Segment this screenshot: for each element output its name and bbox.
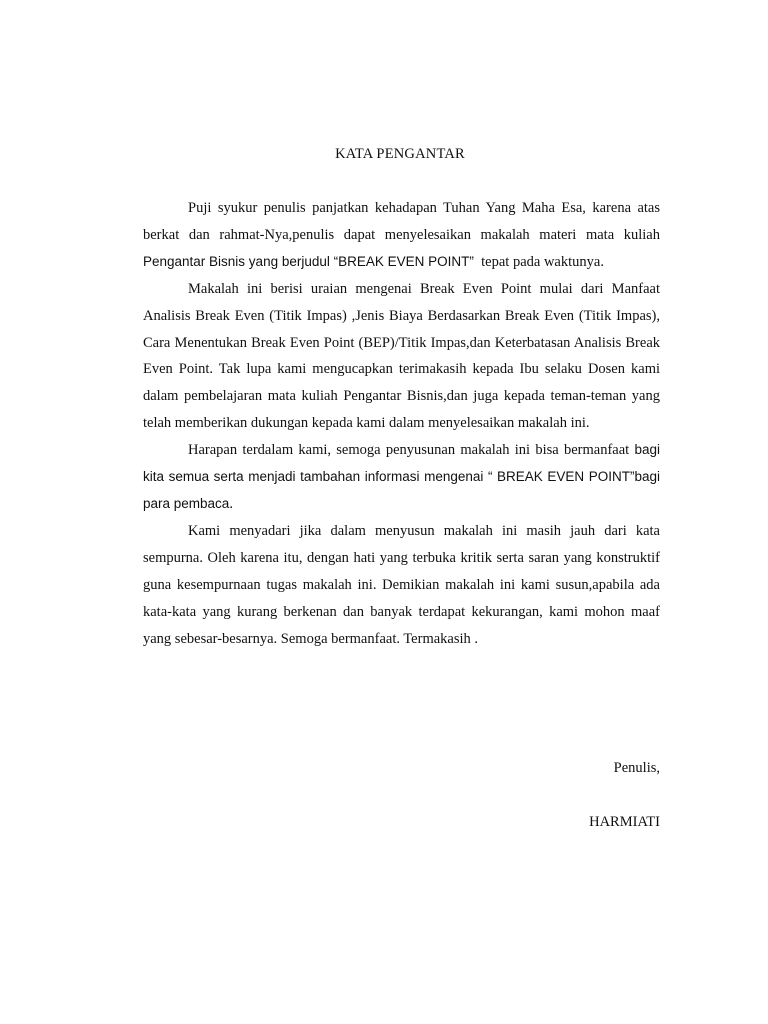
paragraph-1-segment: Puji syukur penulis panjatkan kehadapan Tuhan Yang Maha Esa, karena atas berkat dan rahmat-Nya,penulis dapat menyelesaikan makalah materi mata kuliah — [143, 200, 660, 243]
paragraph-3-segment: bagi kita semua serta menjadi tambahan informasi mengenai “ BREAK EVEN POINT”bagi para pembaca — [143, 442, 660, 511]
paragraph-1-segment: tepat pada waktunya. — [473, 253, 604, 270]
paragraph-2 — [143, 276, 660, 437]
paragraph-3-segment: . — [229, 495, 233, 512]
page-title: KATA PENGANTAR — [335, 146, 465, 162]
paragraph-4 — [143, 518, 660, 653]
paragraph-1 — [143, 195, 660, 276]
paragraph-1-segment: Pengantar Bisnis yang berjudul “BREAK EVEN POINT” — [143, 253, 474, 269]
paragraph-4-segment: Kami menyadari jika dalam menyusun makalah ini masih jauh dari kata sempurna. Oleh karena itu, dengan hati yang terbuka kritik serta saran yang konstruktif guna kesempurnaan tugas makalah ini. Demikian makalah ini kami susun,apabila ada kata-kata yang kurang berkenan dan banyak terdapat kekurangan, kami mohon maaf yang sebesar-besarnya. Semoga bermanfaat. Termakasih . — [143, 522, 660, 647]
paragraph-3 — [143, 437, 660, 518]
paragraph-2-segment: Makalah ini berisi uraian mengenai Break Even Point mulai dari Manfaat Analisis Break Even (Titik Impas) ,Jenis Biaya Berdasarkan Break Even (Titik Impas), Cara Menentukan Break Even Point (BEP)/Titik Impas,dan Keterbatasan Analisis Break Even Point. Tak lupa kami mengucapkan terimakasih kepada Ibu selaku Dosen kami dalam pembelajaran mata kuliah Pengantar Bisnis,dan juga kepada teman-teman yang telah memberikan dukungan kepada kami dalam menyelesaikan makalah ini. — [143, 280, 660, 432]
signature-role: Penulis, — [613, 760, 660, 776]
body-text — [143, 195, 660, 652]
paragraph-3-segment: Harapan terdalam kami, semoga penyusunan makalah ini bisa bermanfaat — [188, 442, 635, 459]
signature-name: HARMIATI — [589, 814, 660, 830]
